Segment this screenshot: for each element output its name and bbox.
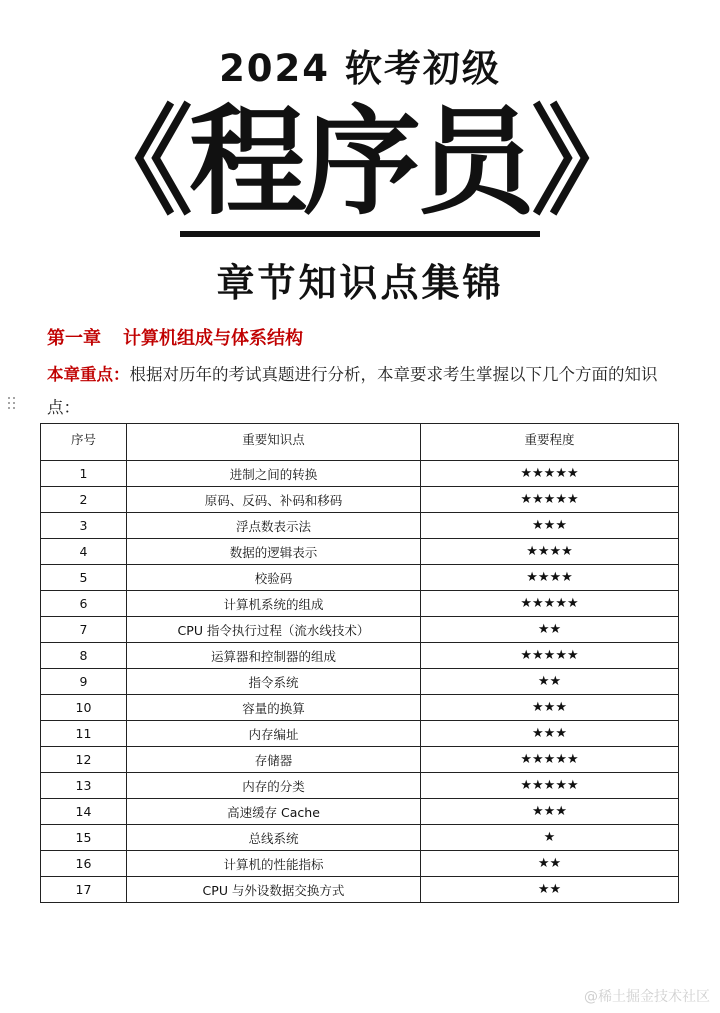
row-importance: ★★★★★ [421,487,679,513]
table-row [41,591,679,617]
table-row [41,825,679,851]
row-importance: ★★★ [421,799,679,825]
row-index: 4 [41,539,127,565]
header-importance: 重要程度 [421,424,679,461]
drag-handle-icon[interactable] [8,397,18,411]
row-topic: 计算机的性能指标 [127,851,421,877]
row-index: 2 [41,487,127,513]
table-row [41,695,679,721]
row-index: 14 [41,799,127,825]
row-topic: 总线系统 [127,825,421,851]
row-index: 10 [41,695,127,721]
table-row [41,799,679,825]
row-importance: ★★★ [421,721,679,747]
row-importance: ★★★ [421,695,679,721]
table-row [41,877,679,903]
row-topic: 内存编址 [127,721,421,747]
row-topic: 存储器 [127,747,421,773]
row-topic: 高速缓存 Cache [127,799,421,825]
table-row [41,487,679,513]
row-importance: ★★★★★ [421,461,679,487]
row-topic: 内存的分类 [127,773,421,799]
row-index: 16 [41,851,127,877]
row-index: 17 [41,877,127,903]
chapter-intro [47,358,683,424]
row-topic: CPU 与外设数据交换方式 [127,877,421,903]
row-importance: ★★★★ [421,565,679,591]
intro-text: 根据对历年的考试真题进行分析，本章要求考生掌握以下几个方面的知识点： [47,365,658,417]
chapter-number: 第一章 [47,328,101,349]
table-row [41,617,679,643]
row-index: 9 [41,669,127,695]
row-index: 6 [41,591,127,617]
row-topic: 数据的逻辑表示 [127,539,421,565]
table-header-row [41,424,679,461]
row-topic: 校验码 [127,565,421,591]
row-topic: 运算器和控制器的组成 [127,643,421,669]
title-underline [180,231,540,237]
title-year: 2024 软考初级 [219,47,501,90]
header-topic: 重要知识点 [127,424,421,461]
table-row [41,461,679,487]
row-importance: ★★★★★ [421,773,679,799]
row-topic: 进制之间的转换 [127,461,421,487]
row-importance: ★★★★★ [421,643,679,669]
header-index: 序号 [41,424,127,461]
row-importance: ★★ [421,851,679,877]
row-importance: ★★ [421,617,679,643]
row-importance: ★★ [421,669,679,695]
title-subtitle: 章节知识点集锦 [216,261,504,305]
watermark: @稀土掘金技术社区 [584,989,710,1005]
table-row [41,747,679,773]
table-row [41,669,679,695]
table-row [41,721,679,747]
table-row [41,513,679,539]
row-topic: 浮点数表示法 [127,513,421,539]
row-index: 12 [41,747,127,773]
chapter-heading [47,324,303,350]
row-topic: 容量的换算 [127,695,421,721]
chapter-title: 计算机组成与体系结构 [123,328,303,349]
table-row [41,851,679,877]
table-row [41,643,679,669]
row-topic: CPU 指令执行过程（流水线技术） [127,617,421,643]
row-index: 1 [41,461,127,487]
row-importance: ★ [421,825,679,851]
row-topic: 原码、反码、补码和移码 [127,487,421,513]
intro-label: 本章重点： [47,365,130,384]
table-row [41,539,679,565]
knowledge-table [40,423,679,903]
table-row [41,773,679,799]
row-importance: ★★ [421,877,679,903]
row-index: 13 [41,773,127,799]
row-index: 7 [41,617,127,643]
row-importance: ★★★ [421,513,679,539]
row-importance: ★★★★★ [421,747,679,773]
title-main: 《程序员》 [74,93,645,231]
table-body [41,461,679,903]
row-index: 15 [41,825,127,851]
row-topic: 计算机系统的组成 [127,591,421,617]
row-index: 5 [41,565,127,591]
row-index: 8 [41,643,127,669]
row-importance: ★★★★ [421,539,679,565]
row-index: 11 [41,721,127,747]
row-topic: 指令系统 [127,669,421,695]
table-row [41,565,679,591]
row-index: 3 [41,513,127,539]
row-importance: ★★★★★ [421,591,679,617]
